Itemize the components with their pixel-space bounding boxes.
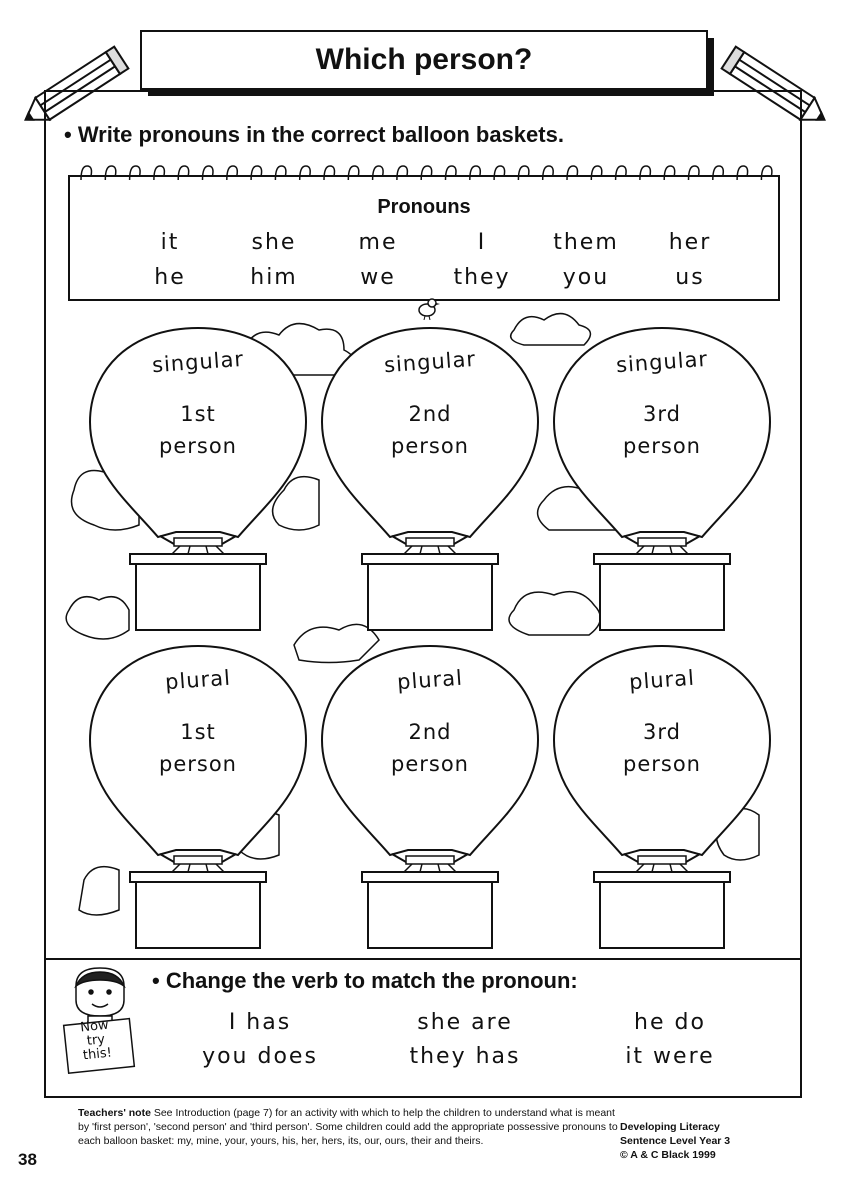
series-info (620, 1120, 800, 1162)
spiral-binding-icon (68, 160, 780, 184)
teachers-note (78, 1106, 618, 1148)
page-number: 38 (18, 1150, 37, 1169)
verb-phrase: she are (417, 1010, 513, 1035)
balloon-person-ordinal: 1st (180, 720, 216, 744)
sign-line: try (86, 1032, 106, 1049)
pronoun-word: I (477, 230, 487, 255)
spiral-ring (397, 166, 408, 180)
spiral-ring (446, 166, 457, 180)
spiral-ring (591, 166, 602, 180)
spiral-ring (494, 166, 505, 180)
verb-phrase: I has (228, 1010, 292, 1035)
balloon-number-label: plural (164, 665, 232, 695)
spiral-ring (616, 166, 627, 180)
spiral-ring (130, 166, 141, 180)
verb-phrase: you does (202, 1044, 318, 1069)
balloon-person-ordinal: 3rd (643, 402, 681, 426)
pronoun-word: she (251, 230, 297, 255)
balloon-person-ordinal: 2nd (408, 402, 452, 426)
instruction-pronouns: • Write pronouns in the correct balloon baskets. (64, 122, 564, 147)
spiral-ring (81, 166, 92, 180)
spiral-ring (567, 166, 578, 180)
sign-line: this! (82, 1045, 113, 1064)
pronoun-row-2 (120, 265, 740, 290)
spiral-ring (324, 166, 335, 180)
spiral-ring (251, 166, 262, 180)
spiral-ring (227, 166, 238, 180)
pronoun-word: they (453, 265, 511, 290)
balloon-person-ordinal: 3rd (643, 720, 681, 744)
balloon-person-word: person (623, 752, 701, 776)
spiral-ring (154, 166, 165, 180)
pronoun-word: us (675, 265, 705, 290)
page-title (140, 30, 708, 90)
balloon-basket-1[interactable] (88, 322, 318, 632)
sign-line: Now (79, 1017, 110, 1036)
pronoun-word: it (160, 230, 180, 255)
spiral-ring (713, 166, 724, 180)
spiral-ring (761, 166, 772, 180)
balloon-basket-3[interactable] (552, 322, 782, 632)
spiral-ring (640, 166, 651, 180)
now-try-this-sign (64, 1017, 128, 1065)
series-level: Sentence Level Year 3 (620, 1135, 731, 1147)
verb-phrase: he do (634, 1010, 706, 1035)
spiral-ring (470, 166, 481, 180)
balloon-basket-6[interactable] (552, 640, 782, 950)
spiral-ring (373, 166, 384, 180)
verb-phrase: they has (409, 1044, 521, 1069)
spiral-ring (275, 166, 286, 180)
pronoun-heading: Pronouns (377, 196, 471, 218)
pronoun-word: me (358, 230, 398, 255)
balloon-person-word: person (159, 752, 237, 776)
spiral-ring (348, 166, 359, 180)
pronoun-word: her (668, 230, 712, 255)
teachers-note-label: Teachers' note (78, 1107, 151, 1119)
spiral-ring (178, 166, 189, 180)
balloon-person-ordinal: 1st (180, 402, 216, 426)
balloon-number-label: singular (151, 346, 245, 378)
pronoun-row-1 (120, 230, 740, 255)
instruction-verbs: • Change the verb to match the pronoun: (152, 968, 578, 993)
pronoun-word: him (250, 265, 298, 290)
page-title-text: Which person? (315, 43, 533, 76)
balloon-number-label: singular (383, 346, 477, 378)
pronoun-word: we (360, 265, 396, 290)
spiral-ring (737, 166, 748, 180)
balloon-person-word: person (159, 434, 237, 458)
spiral-ring (664, 166, 675, 180)
section-divider (44, 958, 802, 960)
balloon-basket-5[interactable] (320, 640, 550, 950)
spiral-ring (421, 166, 432, 180)
pronoun-word: them (553, 230, 619, 255)
balloon-basket-2[interactable] (320, 322, 550, 632)
balloon-person-ordinal: 2nd (408, 720, 452, 744)
balloon-person-word: person (623, 434, 701, 458)
spiral-ring (203, 166, 214, 180)
balloon-basket-4[interactable] (88, 640, 318, 950)
spiral-ring (105, 166, 116, 180)
spiral-ring (689, 166, 700, 180)
series-title: Developing Literacy (620, 1121, 720, 1133)
copyright: © A & C Black 1999 (620, 1149, 716, 1161)
verb-phrase: it were (625, 1044, 715, 1069)
verb-row-2 (170, 1044, 760, 1069)
spiral-ring (518, 166, 529, 180)
balloon-person-word: person (391, 434, 469, 458)
balloon-person-word: person (391, 752, 469, 776)
teachers-note-text: See Introduction (page 7) for an activity with which to help the children to understand what is meant by 'first person', 'second person' and 'third person'. Some children could add the appropriate possessive pronouns to each balloon basket: my, mine, your, yours, his, her, hers, its, our, ours, their and theirs. (78, 1107, 618, 1147)
pronoun-word: you (562, 265, 610, 290)
spiral-ring (543, 166, 554, 180)
balloon-number-label: plural (628, 665, 696, 695)
balloon-number-label: singular (615, 346, 709, 378)
balloon-number-label: plural (396, 665, 464, 695)
spiral-ring (300, 166, 311, 180)
pronoun-word: he (154, 265, 186, 290)
verb-row-1 (170, 1010, 760, 1035)
